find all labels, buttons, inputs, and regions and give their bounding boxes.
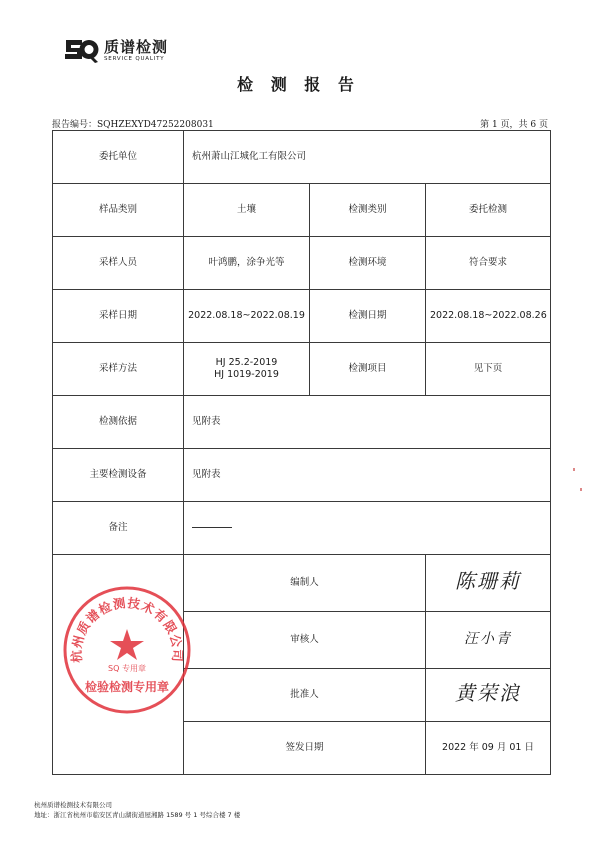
- sq-logo-icon: [62, 34, 100, 64]
- test-date-value: 2022.08.18~2022.08.26: [426, 290, 551, 343]
- table-row: [53, 343, 551, 396]
- page-info: 第 1 页，共 6 页: [480, 120, 548, 130]
- equipment-label: 主要检测设备: [53, 449, 184, 502]
- seal-star-icon: [110, 629, 144, 660]
- remarks-dash: [192, 527, 232, 528]
- test-type-label: 检测类别: [310, 184, 426, 237]
- sample-type-label: 样品类别: [53, 184, 184, 237]
- sample-type-value: 土壤: [184, 184, 310, 237]
- table-row: [53, 184, 551, 237]
- logo-name: 质谱检测: [104, 38, 169, 56]
- table-row: [53, 237, 551, 290]
- seal-bottom-text: 检验检测专用章: [84, 680, 170, 694]
- document-title: 检 测 报 告: [237, 75, 360, 94]
- table-row: [53, 131, 551, 184]
- seal-outer-textpath: 杭州质谱检测技术有限公司: [68, 595, 186, 664]
- footer-company: 杭州质谱检测技术有限公司: [34, 801, 112, 809]
- reviewer-signature: 汪小青: [464, 631, 513, 647]
- env-value: 符合要求: [426, 237, 551, 290]
- approver-signature-cell: [426, 669, 551, 722]
- compiler-signature: 陈珊莉: [455, 568, 522, 593]
- table-row: [53, 396, 551, 449]
- table-row: [53, 449, 551, 502]
- approver-label: 批准人: [184, 669, 426, 722]
- basis-label: 检测依据: [53, 396, 184, 449]
- seal-center-text: SQ 专用章: [108, 664, 146, 673]
- logo-subtext: SERVICE QUALITY: [104, 56, 165, 62]
- table-row: [53, 290, 551, 343]
- method-label: 采样方法: [53, 343, 184, 396]
- test-type-value: 委托检测: [426, 184, 551, 237]
- side-mark: [573, 468, 575, 471]
- compiler-signature-cell: [426, 555, 551, 612]
- reviewer-label: 审核人: [184, 612, 426, 669]
- remarks-label: 备注: [53, 502, 184, 555]
- official-seal-stamp: [60, 583, 194, 717]
- method-value-line-1: HJ 25.2-2019: [215, 357, 278, 368]
- side-mark: [580, 488, 582, 491]
- test-date-label: 检测日期: [310, 290, 426, 343]
- method-value-line-2: HJ 1019-2019: [214, 369, 279, 380]
- sampling-date-label: 采样日期: [53, 290, 184, 343]
- company-logo: [62, 34, 182, 68]
- sampling-date-value: 2022.08.18~2022.08.19: [184, 290, 310, 343]
- sampler-label: 采样人员: [53, 237, 184, 290]
- reviewer-signature-cell: [426, 612, 551, 669]
- approver-signature: 黄荣浪: [455, 680, 522, 705]
- basis-value: 见附表: [184, 396, 551, 449]
- equipment-value: 见附表: [184, 449, 551, 502]
- issue-date-label: 签发日期: [184, 722, 426, 775]
- client-label: 委托单位: [53, 131, 184, 184]
- report-number: 报告编号：SQHZEXYD47252208031: [52, 120, 214, 130]
- footer: [34, 800, 240, 820]
- items-label: 检测项目: [310, 343, 426, 396]
- method-value: [184, 343, 310, 396]
- env-label: 检测环境: [310, 237, 426, 290]
- sampler-value: 叶鸿鹏，涂争光等: [184, 237, 310, 290]
- client-value: 杭州萧山江城化工有限公司: [184, 131, 551, 184]
- issue-date-value: 2022 年 09 月 01 日: [426, 722, 551, 775]
- table-row: [53, 502, 551, 555]
- compiler-label: 编制人: [184, 555, 426, 612]
- items-value: 见下页: [426, 343, 551, 396]
- footer-address: 地址：浙江省杭州市临安区青山湖街道屋湘路 1589 号 1 号综合楼 7 楼: [34, 811, 241, 819]
- remarks-value: [184, 502, 551, 555]
